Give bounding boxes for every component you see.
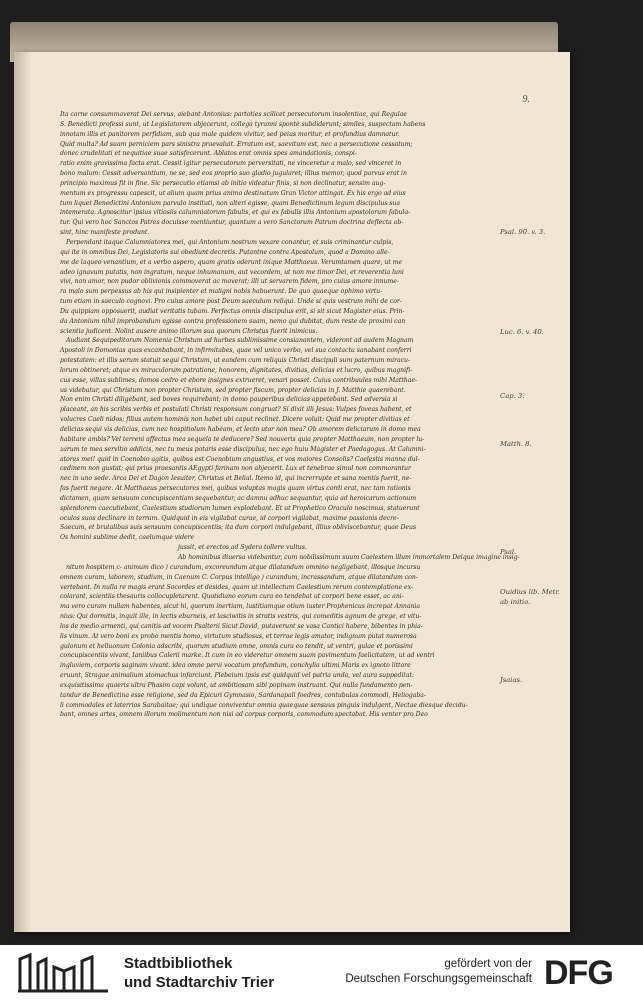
text-line: cedinem non gustat; qui prius praesantis AEgypti farinam non abjecerit. Lux et tenebrae simul non commorantur: [60, 465, 411, 473]
text-line: jussit, et erectos ad Sydera tollere vultus.: [178, 544, 307, 552]
institution-name: Stadtbibliothek und Stadtarchiv Trier: [124, 955, 275, 991]
text-line: splendorem caecutiebant, Caelestium studiorum lumen explodebant. Et ut Prophetico Oraculo noscimus, statuerunt: [60, 504, 420, 512]
text-line: nec in uno sede. Arca Dei et Dagon Iesuiter, Christus et Belial. Itemo id, qui increrrupte et sana mentis fuerit, ne-: [60, 475, 412, 483]
text-line: Ab hominibus diuersa videbantur, cum nobilissimum suum Caelestem illum immortalem Deique imagine insig-: [178, 553, 520, 561]
text-line: tum liquet Benedictini Antonium parvulo instituti, non alteri egisse, quam Benedictinum legum discipulus sua: [60, 199, 401, 207]
text-line: ratio enim gravissima facta erat. Cessit igitur persecutorum perversitati, ne vinceretur a malo, sed vinceret in: [60, 160, 402, 168]
text-line: S. Benedicti professi sunt, ut Legislatorem abjecerunt, collega tyranni spontè subdiderunt; similes, suspectam habens: [60, 120, 426, 128]
text-line: principio maximus fit in fine. Sic persecutio etiamsi ab initio videatur finis, si non declinatur, sensim aug-: [60, 179, 386, 187]
text-line: intemerata. Agnoscitur ipsius vitiosiis calumniatorum fabulis, et qui ex fabulis illis Antonium apostolorum fabula-: [60, 209, 411, 217]
text-line: potestatem: et illis serum statuit sequi Christum, ut eandem cum reliquis Christi discipuli sum paternum miracu-: [60, 357, 410, 365]
text-line: ingluviem, corporis saginam vivant. idea omne pervi vocatum profundum, conchylia ultimi Maris ex ignoto littore: [60, 662, 411, 670]
text-line: fas fuerit negare. At Matthaeus persecutores mei, quibus voluptas magis quam virtus cordi erat, nec tam rationis: [60, 485, 411, 493]
text-line: donec crudelitati et nequitiae suae satisfecerunt. Ablatos erat omnis spes amandationis, conspi-: [60, 150, 357, 158]
text-line: tur. Qui vero hoc Sanctos Patres docuisse mentiuntur, quantum a vero Sanctorum Patrum doctrina deflecta ab-: [60, 219, 404, 227]
margin-note: Cap. 3.: [500, 392, 525, 400]
text-line: lorum obtineret; atque ex miraculorum patratione, honorem, dignitates, divitias, delicias et lucro, quibus magnifi-: [60, 366, 413, 374]
text-line: dictamen, quam sensuum concupiscentiam sequebantur, ac damnu adhuc sequantur, quia ad heroicarum actionum: [60, 494, 417, 502]
text-line: placeant, an his scribis verbis et postulati Christi responsum congruat? Si dixit illi Jesus: Vulpes foveas habent, et: [60, 406, 412, 414]
funder-text: gefördert von der Deutschen Forschungsgemeinschaft: [345, 958, 532, 985]
text-line: cus esse, villas sublimes, domos cedro et ebore insignes extrueret, venari posset. Cuius contribuules mihi Matthae-: [60, 376, 417, 384]
text-line: Perpendant itaque Calumniatores mei, qui Antonium nostrum vexare conantur, et suis criminantur culpis,: [66, 238, 394, 246]
text-line: scientia judicent. Nolint ausere animo illorum sua quorum Christus fuerit inimicus.: [60, 327, 318, 335]
text-line: lis vinum. At vero boni ex probo mentis homo, virtutum studiosus, et terrae legis amator, indignum putat numerosa: [60, 632, 417, 640]
text-line: Saecum, et brutalibus suis sensuum concupiscentiis; ita dum corpori indulgebant, illius obliviscebantur, quae Deus: [60, 524, 417, 532]
margin-note: Psal. 90. v. 3.: [500, 228, 546, 236]
text-line: adeo ignavum putatis, non ingratum, neque inhumanum, aut vecordem, ut non me timor Dei, et reverentia luni: [60, 268, 404, 276]
text-line: me de laqueo venantium, et a verbo aspero, quam gratis oderunt inique Matthaeus. Verumtamen quare, ut me: [60, 258, 403, 266]
manuscript-page: [14, 52, 570, 932]
margin-note: Matth. 8.: [500, 440, 532, 448]
text-line: nius: Qui dormitis, inquit ille, in lectis eburneis, et lasciwitis in stratis vestris, qui comeditis agnum de grege, et vitu-: [60, 613, 422, 621]
text-line: bono malum: Cessit adversantium, ne se, sed eos proprio suo gladio jugularet; illius memor, quod parvus erat in: [60, 170, 407, 178]
text-line: vertebant. In nulla re magis erant Socordes et desides, quam ut intellectum Caelestium rerum contemplatione ex-: [60, 583, 413, 591]
text-line: da Antonium nihil improbandum egisse contra professionem suam, nemo qui dubitat, dum reste de proximi can: [60, 317, 406, 325]
text-line: zarum te mea servitio addicis, nec tu meus potaris esse discipulus, nec ego huiu Magister et Paedagogus. At Calumni-: [60, 445, 426, 453]
text-line: mentum ex progressu capescit, ut alium quam prius animo destinatum Gran Victor attingat. Ex his ergo ad eius: [60, 189, 406, 197]
text-line: qui ite in omnibus Dei, Legislatoris sui obediunt decretis. Putantne contra Apostolum, quod a Domino alle-: [60, 248, 390, 256]
text-line: tandur de Benedictina esse religione, sed da Epicuri Gymnasio, Sardanapali foedres, contubulas commodi, Heliogaba-: [60, 691, 426, 699]
margin-note: Ouidius lib. Metr.: [500, 588, 561, 596]
text-line: habitare ambis? Vel terreni affectus mea sequela te deducere? Sed nouveris quia propter Matthaeum, non propter lu-: [60, 435, 425, 443]
text-line: vivi, non amor, non pudor oblivionis commoverat ac moverat; illi ut servarem fidem, pro cuius amore innume-: [60, 278, 399, 286]
margin-note: Jsaias.: [500, 676, 523, 684]
text-line: oculos suos declinare in terram. Quidquid in eis vigilabat curae, id corpori vigilabat, maxime passionis decre-: [60, 514, 399, 522]
text-line: bant, omnes artes, omnem illorum molimentum non nisi ad corpus corporis, commodum spectabat. His venter pro Deo: [60, 711, 428, 719]
text-line: gulonum et helluonum Colonia adscribi, quorum studium omne, omnis cura eo tendit, ut ventri, gulae et porissimi: [60, 642, 413, 650]
text-line: delicias sequi vis delicias, cum nec hospitiolum habeam, et lecto utor non mea? Ob amorem deliciarum in domo mea: [60, 426, 421, 433]
text-line: Quid multa? Ad suam perniciem pars sinistra praevaluit. Erratum est, saevitum est, nec a persecutione cessatum;: [60, 140, 413, 148]
margin-note: ab initio.: [500, 598, 531, 606]
text-line: Ita carne consummaverat Dei servus, aiebant Antonius: partoties scilicet persecutorum insolentiae, qui Regulae: [60, 111, 407, 118]
text-line: us videbatur, qui Christum non propter Christum, sed propter fiscum, propter delicias in J. Matthie quaerebant.: [60, 386, 406, 394]
text-line: omnem curam, laborem, studium, in Caenum C. Corpus intelligo ) curandum, incrassandum, atque dilatandum con-: [60, 573, 418, 581]
text-line: colarant, scientiis thesauris collocupletarent. Quotidiano eorum cura eo tendebat ut corpori bene esset, ac ani-: [60, 593, 404, 601]
text-line: li commodales et laterrios Sarabaitae; qui undique conviventur omnia quaequae sensuus pinguis indulgent, Nectae diesque decidu-: [60, 701, 468, 709]
text-line: Du quippiam opposuerit, audiat veritatis tubam. Perfectus omnis discipulus erit, si sit sicut Magister eius. Prin-: [60, 307, 405, 315]
text-line: innotam illis et panitorem perfidiam, sub qua male quidem vivitur, sed peius moritur, et profundius damnatur.: [60, 130, 400, 138]
margin-note: Psal.: [500, 548, 517, 556]
text-line: eruunt, Stragae animalium stomachus infarciunt. Plebeium ipsis est quidquid vel patria unda, vel aura suppeditat:: [60, 672, 414, 680]
text-line: volucres Caeli nidos; filius autem hominis non habet ubi caput reclinet. Dicere voluit: Quid me propter divitias et: [60, 416, 410, 424]
text-line: ra malo sum perpessus ab his qui insipienter et maligni nobis habuerunt. De quo quaeque ophimo virtu-: [60, 288, 383, 296]
text-line: Audiant Sequipeditorum Nomenia Christum ad hurbes sublimissime consianantem, videront ad audem Magnam: [66, 337, 414, 345]
text-line: Os homini sublime dedit, caelumque videre: [60, 534, 195, 542]
dfg-logo: DFG: [544, 954, 613, 992]
margin-note: Luc. 6. v. 40.: [500, 328, 544, 336]
text-line: ma vero curam nullam habentes, sicut hi, quorum inertiam, lustitiamque otium iuster Prophenicus increpat Annania: [60, 603, 420, 611]
text-line: tum etiam in saeculo cognovi. Pro cuius amore post Deum saeculum reliqui. Unde si quis vestrum mihi de cor-: [60, 298, 402, 306]
text-line: sint, hinc manifeste produnt.: [60, 229, 150, 237]
text-line: atores mei! quid in Coenobio agitis, quibus est Coenobium angustius, et vos maiores Consolis? Caelestis manna dul-: [60, 455, 420, 463]
text-line: Non enim Christi diligebant, sed boves requirebant; in domo pauperibus delicias appetebant. Sed adversia si: [60, 396, 398, 404]
text-line: concupiscentiis vivant, Ianiibus Calerii marke. It cum in eo videretur omnem suam pavimentum faelicitatem, ut ad ventri: [60, 652, 435, 660]
page-number: 9.: [522, 94, 530, 105]
text-line: los de medio armenti, qui canitis ad vocem Psalterii Sicut David, putaverunt se vasa Cantici habere, bibentes in phia-: [60, 622, 423, 630]
text-line: exquisitissima quaeris ultra Phasim capi volunt, ut ambitiosam sibi popinam instruant. Qui nulla fundamento pen-: [60, 681, 413, 689]
text-line: nitum hospitem c- animum dico ) curandum, excoreundum atque dilatandum omnino negligebant, illosque incursu: [66, 563, 421, 571]
text-line: Apostoli in Domonias quas excanbabant, in infirmitabes, quae vel unico verbo, vel sua contactu sanabant conferri: [60, 347, 412, 355]
stadtbibliothek-logo-icon: [16, 953, 112, 993]
